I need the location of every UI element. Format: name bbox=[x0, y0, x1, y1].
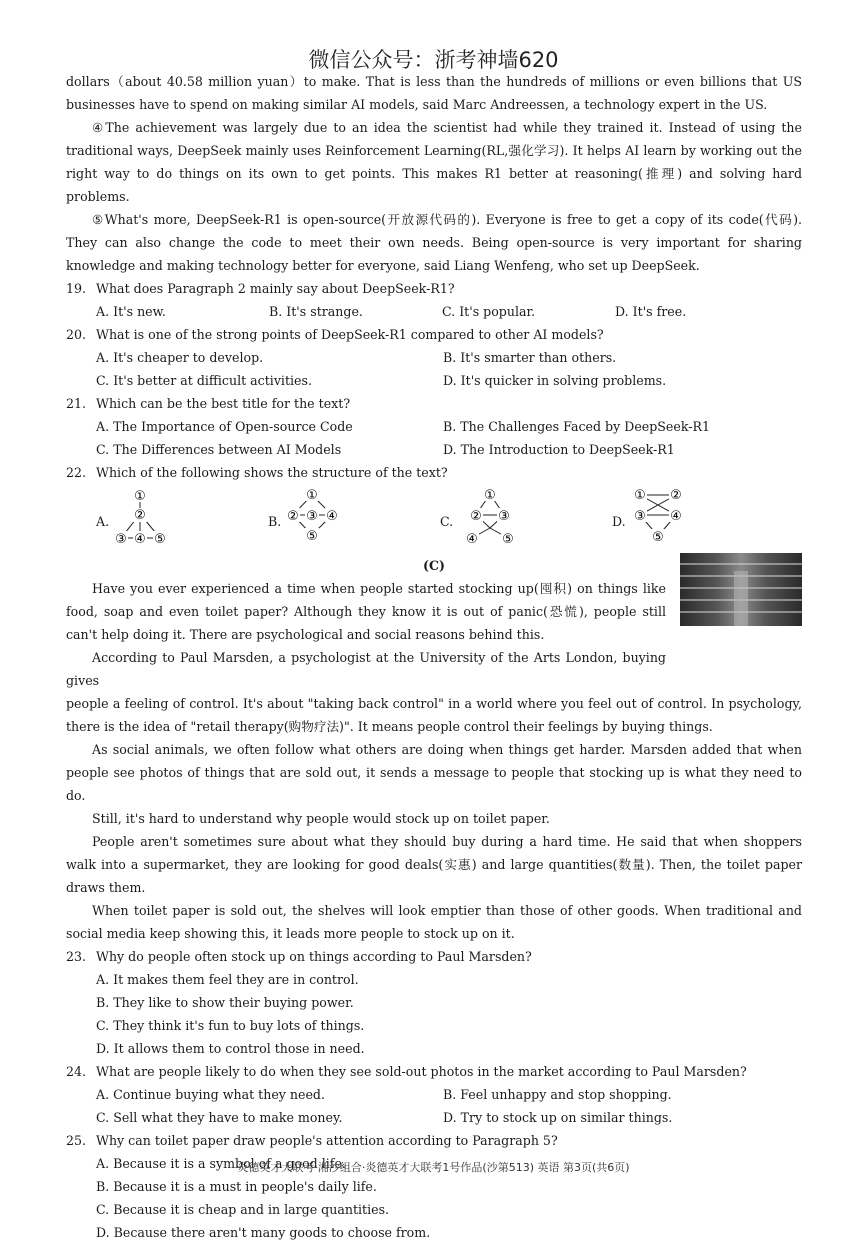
passage-c-paragraph-2a: According to Paul Marsden, a psychologist at the University of the Arts London, buying gives bbox=[66, 650, 666, 688]
diagram-d-svg bbox=[630, 486, 750, 554]
question-number: 21. bbox=[66, 396, 87, 411]
option-c[interactable]: C. It's better at difficult activities. bbox=[96, 373, 312, 388]
question-number: 19. bbox=[66, 281, 87, 296]
question-23 bbox=[66, 945, 802, 968]
option-b[interactable]: B. They like to show their buying power. bbox=[96, 995, 354, 1010]
node-3: ③ bbox=[115, 532, 127, 547]
diagram-label: D. bbox=[612, 514, 626, 529]
diagram-label: C. bbox=[440, 514, 454, 529]
diagram-option-c[interactable] bbox=[440, 486, 612, 554]
node-5: ⑤ bbox=[154, 532, 166, 547]
option-d[interactable]: D. It's quicker in solving problems. bbox=[443, 373, 667, 388]
diagram-option-a[interactable] bbox=[96, 486, 268, 554]
option-d[interactable]: D. Because there aren't many goods to choose from. bbox=[96, 1225, 431, 1240]
question-number: 25. bbox=[66, 1133, 87, 1148]
node-4: ④ bbox=[466, 532, 478, 547]
option-c[interactable]: C. It's popular. bbox=[442, 304, 536, 319]
question-number: 24. bbox=[66, 1064, 87, 1079]
diagram-b-svg bbox=[286, 486, 406, 554]
question-stem: What does Paragraph 2 mainly say about DeepSeek-R1? bbox=[96, 281, 455, 296]
option-d[interactable]: D. It's free. bbox=[615, 304, 687, 319]
structure-diagrams bbox=[66, 486, 802, 554]
option-c[interactable]: C. Sell what they have to make money. bbox=[96, 1110, 343, 1125]
page-footer: 炎德英才大联考·湘沙组合·炎德英才大联考1号作品(沙第513) 英语 第3页(共6页) bbox=[237, 1161, 630, 1174]
question-stem: Why can toilet paper draw people's attention according to Paragraph 5? bbox=[96, 1133, 558, 1148]
diagram-a-svg bbox=[114, 486, 234, 554]
node-5: ⑤ bbox=[502, 532, 514, 547]
question-20 bbox=[66, 323, 802, 346]
option-c[interactable]: C. The Differences between AI Models bbox=[96, 442, 342, 457]
passage-c-paragraph-3: As social animals, we often follow what others are doing when things get harder. Marsden added that when people see photos of things that are sold out, it sends a message to people that stocking up is what they need to do. bbox=[66, 742, 802, 803]
question-number: 23. bbox=[66, 949, 87, 964]
question-23-options bbox=[66, 968, 802, 1060]
option-a[interactable]: A. The Importance of Open-source Code bbox=[96, 419, 353, 434]
option-b[interactable]: B. Because it is a must in people's daily life. bbox=[96, 1179, 377, 1194]
node-1: ① bbox=[634, 488, 646, 503]
option-b[interactable]: B. It's smarter than others. bbox=[443, 350, 617, 365]
question-stem: Which can be the best title for the text? bbox=[96, 396, 351, 411]
node-1: ① bbox=[306, 488, 318, 503]
diagram-option-b[interactable] bbox=[268, 486, 440, 554]
question-24 bbox=[66, 1060, 802, 1083]
node-4: ④ bbox=[134, 532, 146, 547]
passage-b-paragraph-5: ⑤What's more, DeepSeek-R1 is open-source(开放源代码的). Everyone is free to get a copy of its code(代码). They can also change the code to meet their own needs. Being open-source is very important for sharing knowledge and making technology better for everyone, said Liang Wenfeng, who set up DeepSeek. bbox=[66, 212, 802, 273]
diagram-c-svg bbox=[458, 486, 578, 554]
option-a[interactable]: A. It makes them feel they are in control. bbox=[96, 972, 359, 987]
diagram-option-d[interactable] bbox=[612, 486, 784, 554]
node-2: ② bbox=[287, 509, 299, 524]
option-c[interactable]: C. Because it is cheap and in large quantities. bbox=[96, 1202, 390, 1217]
option-d[interactable]: D. It allows them to control those in need. bbox=[96, 1041, 365, 1056]
node-2: ② bbox=[470, 509, 482, 524]
node-4: ④ bbox=[326, 509, 338, 524]
page-header-watermark: 微信公众号：浙考神墙620 bbox=[308, 48, 559, 72]
node-4: ④ bbox=[670, 509, 682, 524]
node-5: ⑤ bbox=[306, 529, 318, 544]
option-a[interactable]: A. It's new. bbox=[96, 304, 166, 319]
question-20-options bbox=[66, 346, 802, 392]
question-19 bbox=[66, 277, 802, 300]
passage-c-paragraph-4: Still, it's hard to understand why people would stock up on toilet paper. bbox=[92, 811, 550, 826]
node-5: ⑤ bbox=[652, 530, 664, 545]
passage-c-paragraph-5: People aren't sometimes sure about what they should buy during a hard time. He said that when shoppers walk into a supermarket, they are looking for good deals(实惠) and large quantities(数量). Then, the toilet paper draws them. bbox=[66, 834, 802, 895]
question-stem: What are people likely to do when they see sold-out photos in the market according to Paul Marsden? bbox=[96, 1064, 747, 1079]
passage-c-paragraph-1: Have you ever experienced a time when people started stocking up(囤积) on things like food, soap and even toilet paper? Although they know it is out of panic(恐慌), people still can't help doing it. There are psychological and social reasons behind this. bbox=[66, 581, 666, 642]
question-stem: Why do people often stock up on things according to Paul Marsden? bbox=[96, 949, 532, 964]
option-c[interactable]: C. They think it's fun to buy lots of things. bbox=[96, 1018, 365, 1033]
option-b[interactable]: B. It's strange. bbox=[269, 304, 363, 319]
node-3: ③ bbox=[634, 509, 646, 524]
passage-c-paragraph-2b: people a feeling of control. It's about "taking back control" in a world where you feel out of control. In psychology, there is the idea of "retail therapy(购物疗法)". It means people control their feelings by buying things. bbox=[66, 696, 802, 734]
option-a[interactable]: A. Because it is a symbol of a good life. bbox=[96, 1156, 346, 1171]
passage-b-paragraph-4: ④The achievement was largely due to an idea the scientist had while they trained it. Instead of using the traditional ways, DeepSeek mainly uses Reinforcement Learning(RL,强化学习). It helps AI learn by working out the right way to do things on its own to get points. This makes R1 better at reasoning(推理) and solving hard problems. bbox=[66, 120, 802, 204]
option-a[interactable]: A. Continue buying what they need. bbox=[96, 1087, 325, 1102]
node-2: ② bbox=[134, 508, 146, 523]
question-stem: What is one of the strong points of DeepSeek-R1 compared to other AI models? bbox=[96, 327, 604, 342]
question-number: 20. bbox=[66, 327, 87, 342]
node-1: ① bbox=[484, 488, 496, 503]
question-24-options bbox=[66, 1083, 802, 1129]
diagram-label: B. bbox=[268, 514, 282, 529]
node-2: ② bbox=[670, 488, 682, 503]
option-d[interactable]: D. Try to stock up on similar things. bbox=[443, 1110, 673, 1125]
question-22 bbox=[66, 461, 802, 484]
section-c-heading: (C) bbox=[423, 558, 445, 573]
page-content bbox=[66, 70, 802, 1244]
passage-b-paragraph: dollars（about 40.58 million yuan）to make. That is less than the hundreds of millions or even billions that US businesses have to spend on making similar AI models, said Marc Andreessen, a technology expert in the US. bbox=[66, 74, 802, 112]
option-b[interactable]: B. Feel unhappy and stop shopping. bbox=[443, 1087, 672, 1102]
question-25 bbox=[66, 1129, 802, 1152]
question-19-options bbox=[66, 300, 802, 323]
question-21-options bbox=[66, 415, 802, 461]
option-a[interactable]: A. It's cheaper to develop. bbox=[96, 350, 264, 365]
question-21 bbox=[66, 392, 802, 415]
node-3: ③ bbox=[306, 509, 318, 524]
question-stem: Which of the following shows the structure of the text? bbox=[96, 465, 448, 480]
diagram-label: A. bbox=[96, 514, 110, 529]
question-number: 22. bbox=[66, 465, 87, 480]
node-1: ① bbox=[134, 489, 146, 504]
option-d[interactable]: D. The Introduction to DeepSeek-R1 bbox=[443, 442, 675, 457]
passage-c-paragraph-6: When toilet paper is sold out, the shelves will look emptier than those of other goods. When traditional and social media keep showing this, it leads more people to stock up on it. bbox=[66, 903, 802, 941]
option-b[interactable]: B. The Challenges Faced by DeepSeek-R1 bbox=[443, 419, 710, 434]
node-3: ③ bbox=[498, 509, 510, 524]
